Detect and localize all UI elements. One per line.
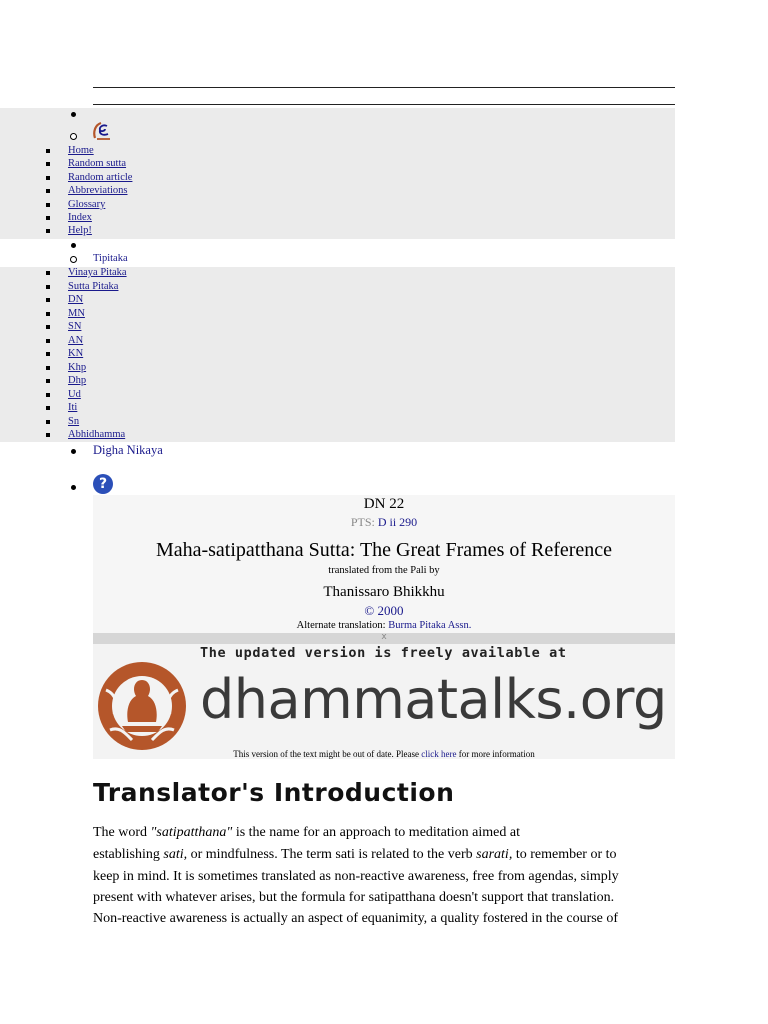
list-bullet bbox=[46, 406, 50, 410]
click-here-link[interactable]: click here bbox=[421, 749, 457, 759]
text: is the name for an approach to meditation aimed at bbox=[232, 825, 520, 840]
nav-link-mn[interactable]: MN bbox=[68, 307, 85, 319]
nav-link-an[interactable]: AN bbox=[68, 334, 84, 346]
site-logo-icon[interactable] bbox=[91, 120, 113, 142]
nav-link-dhp[interactable]: Dhp bbox=[68, 375, 87, 386]
text: The word bbox=[93, 825, 151, 840]
list-bullet bbox=[46, 285, 50, 289]
list-bullet bbox=[46, 271, 50, 275]
pts-link[interactable]: D ii 290 bbox=[377, 515, 418, 529]
banner-close-button[interactable]: x bbox=[381, 632, 387, 642]
list-bullet bbox=[46, 366, 50, 370]
nav-link-dn[interactable]: DN bbox=[68, 294, 84, 305]
tipitaka-link[interactable]: Tipitaka bbox=[93, 253, 128, 264]
breadcrumb-digha-nikaya[interactable]: Digha Nikaya bbox=[93, 443, 163, 457]
nav-link-kn[interactable]: KN bbox=[68, 348, 84, 359]
nav-link-sn[interactable]: SN bbox=[68, 321, 82, 332]
list-bullet bbox=[46, 379, 50, 383]
pts-label: PTS: bbox=[350, 515, 375, 529]
sutta-id: DN 22 bbox=[363, 496, 405, 512]
list-bullet bbox=[46, 312, 50, 316]
list-bullet bbox=[46, 325, 50, 329]
list-bullet bbox=[71, 449, 76, 454]
nav-link-khp[interactable]: Khp bbox=[68, 361, 87, 373]
list-bullet bbox=[46, 433, 50, 437]
list-bullet bbox=[46, 420, 50, 424]
list-bullet bbox=[71, 485, 76, 490]
nav-link-sn[interactable]: Sn bbox=[68, 415, 80, 427]
nav-link-help[interactable]: Help! bbox=[68, 225, 92, 237]
nav-link-sutta-pitaka[interactable]: Sutta Pitaka bbox=[68, 280, 119, 292]
list-bullet bbox=[46, 352, 50, 356]
sutta-title: Maha-satipatthana Sutta: The Great Frames of Reference bbox=[155, 539, 613, 561]
notice-text: This version of the text might be out of date. Please bbox=[233, 749, 419, 759]
copyright-link[interactable]: © 2000 bbox=[364, 603, 404, 618]
list-bullet bbox=[71, 243, 76, 248]
intro-line-2 bbox=[93, 844, 678, 866]
nav-link-vinaya-pitaka[interactable]: Vinaya Pitaka bbox=[68, 267, 127, 278]
intro-line-4: present with whatever arises, but the formula for satipatthana doesn't support that translation. bbox=[93, 890, 615, 905]
dhammatalks-logo-icon bbox=[96, 660, 188, 752]
alternate-translation bbox=[93, 620, 675, 631]
list-bullet bbox=[70, 256, 77, 263]
intro-heading: Translator's Introduction bbox=[93, 778, 455, 807]
banner-headline: The updated version is freely available at bbox=[200, 645, 567, 661]
list-bullet bbox=[46, 162, 50, 166]
intro-line-1 bbox=[93, 822, 678, 844]
term-sarati: sarati, bbox=[476, 847, 513, 862]
list-bullet bbox=[46, 339, 50, 343]
term-sati: sati, bbox=[163, 847, 188, 862]
pts-reference bbox=[93, 515, 675, 530]
list-bullet bbox=[46, 393, 50, 397]
nav-link-glossary[interactable]: Glossary bbox=[68, 198, 106, 210]
text: to remember or to bbox=[512, 847, 617, 862]
top-rule-2 bbox=[93, 104, 675, 105]
intro-line-3: keep in mind. It is sometimes translated as non-reactive awareness, free from agendas, simply bbox=[93, 869, 619, 884]
translated-from: translated from the Pali by bbox=[328, 565, 440, 576]
list-bullet bbox=[46, 189, 50, 193]
copyright bbox=[93, 603, 675, 619]
nav-link-iti[interactable]: Iti bbox=[68, 402, 78, 413]
nav-link-abbreviations[interactable]: Abbreviations bbox=[68, 185, 128, 197]
alt-label: Alternate translation: bbox=[296, 620, 386, 631]
translator-name: Thanissaro Bhikkhu bbox=[323, 584, 445, 600]
text: or mindfulness. The term sati is related to the verb bbox=[187, 847, 477, 862]
list-bullet bbox=[46, 149, 50, 153]
list-bullet bbox=[70, 133, 77, 140]
term-satipatthana: "satipatthana" bbox=[150, 825, 233, 840]
nav-link-random-article[interactable]: Random article bbox=[68, 171, 133, 183]
list-bullet bbox=[46, 216, 50, 220]
list-bullet bbox=[46, 298, 50, 302]
banner-site-name: dhammatalks.org bbox=[200, 668, 667, 731]
help-icon[interactable]: ? bbox=[93, 474, 113, 494]
notice-text-after: for more information bbox=[458, 749, 535, 759]
nav-link-home[interactable]: Home bbox=[68, 145, 94, 156]
list-bullet bbox=[46, 229, 50, 233]
nav-link-ud[interactable]: Ud bbox=[68, 388, 81, 400]
pitaka-nav-band bbox=[0, 267, 675, 442]
list-bullet bbox=[46, 203, 50, 207]
banner-notice bbox=[93, 749, 675, 759]
text: establishing bbox=[93, 847, 164, 862]
list-bullet bbox=[71, 112, 76, 117]
list-bullet bbox=[46, 176, 50, 180]
intro-line-5: Non-reactive awareness is actually an aspect of equanimity, a quality fostered in the course of bbox=[93, 911, 619, 926]
alt-translation-link[interactable]: Burma Pitaka Assn. bbox=[388, 620, 472, 631]
nav-link-abhidhamma[interactable]: Abhidhamma bbox=[68, 429, 126, 440]
nav-link-index[interactable]: Index bbox=[68, 212, 92, 223]
nav-link-random-sutta[interactable]: Random sutta bbox=[68, 158, 127, 170]
top-rule-1 bbox=[93, 87, 675, 88]
